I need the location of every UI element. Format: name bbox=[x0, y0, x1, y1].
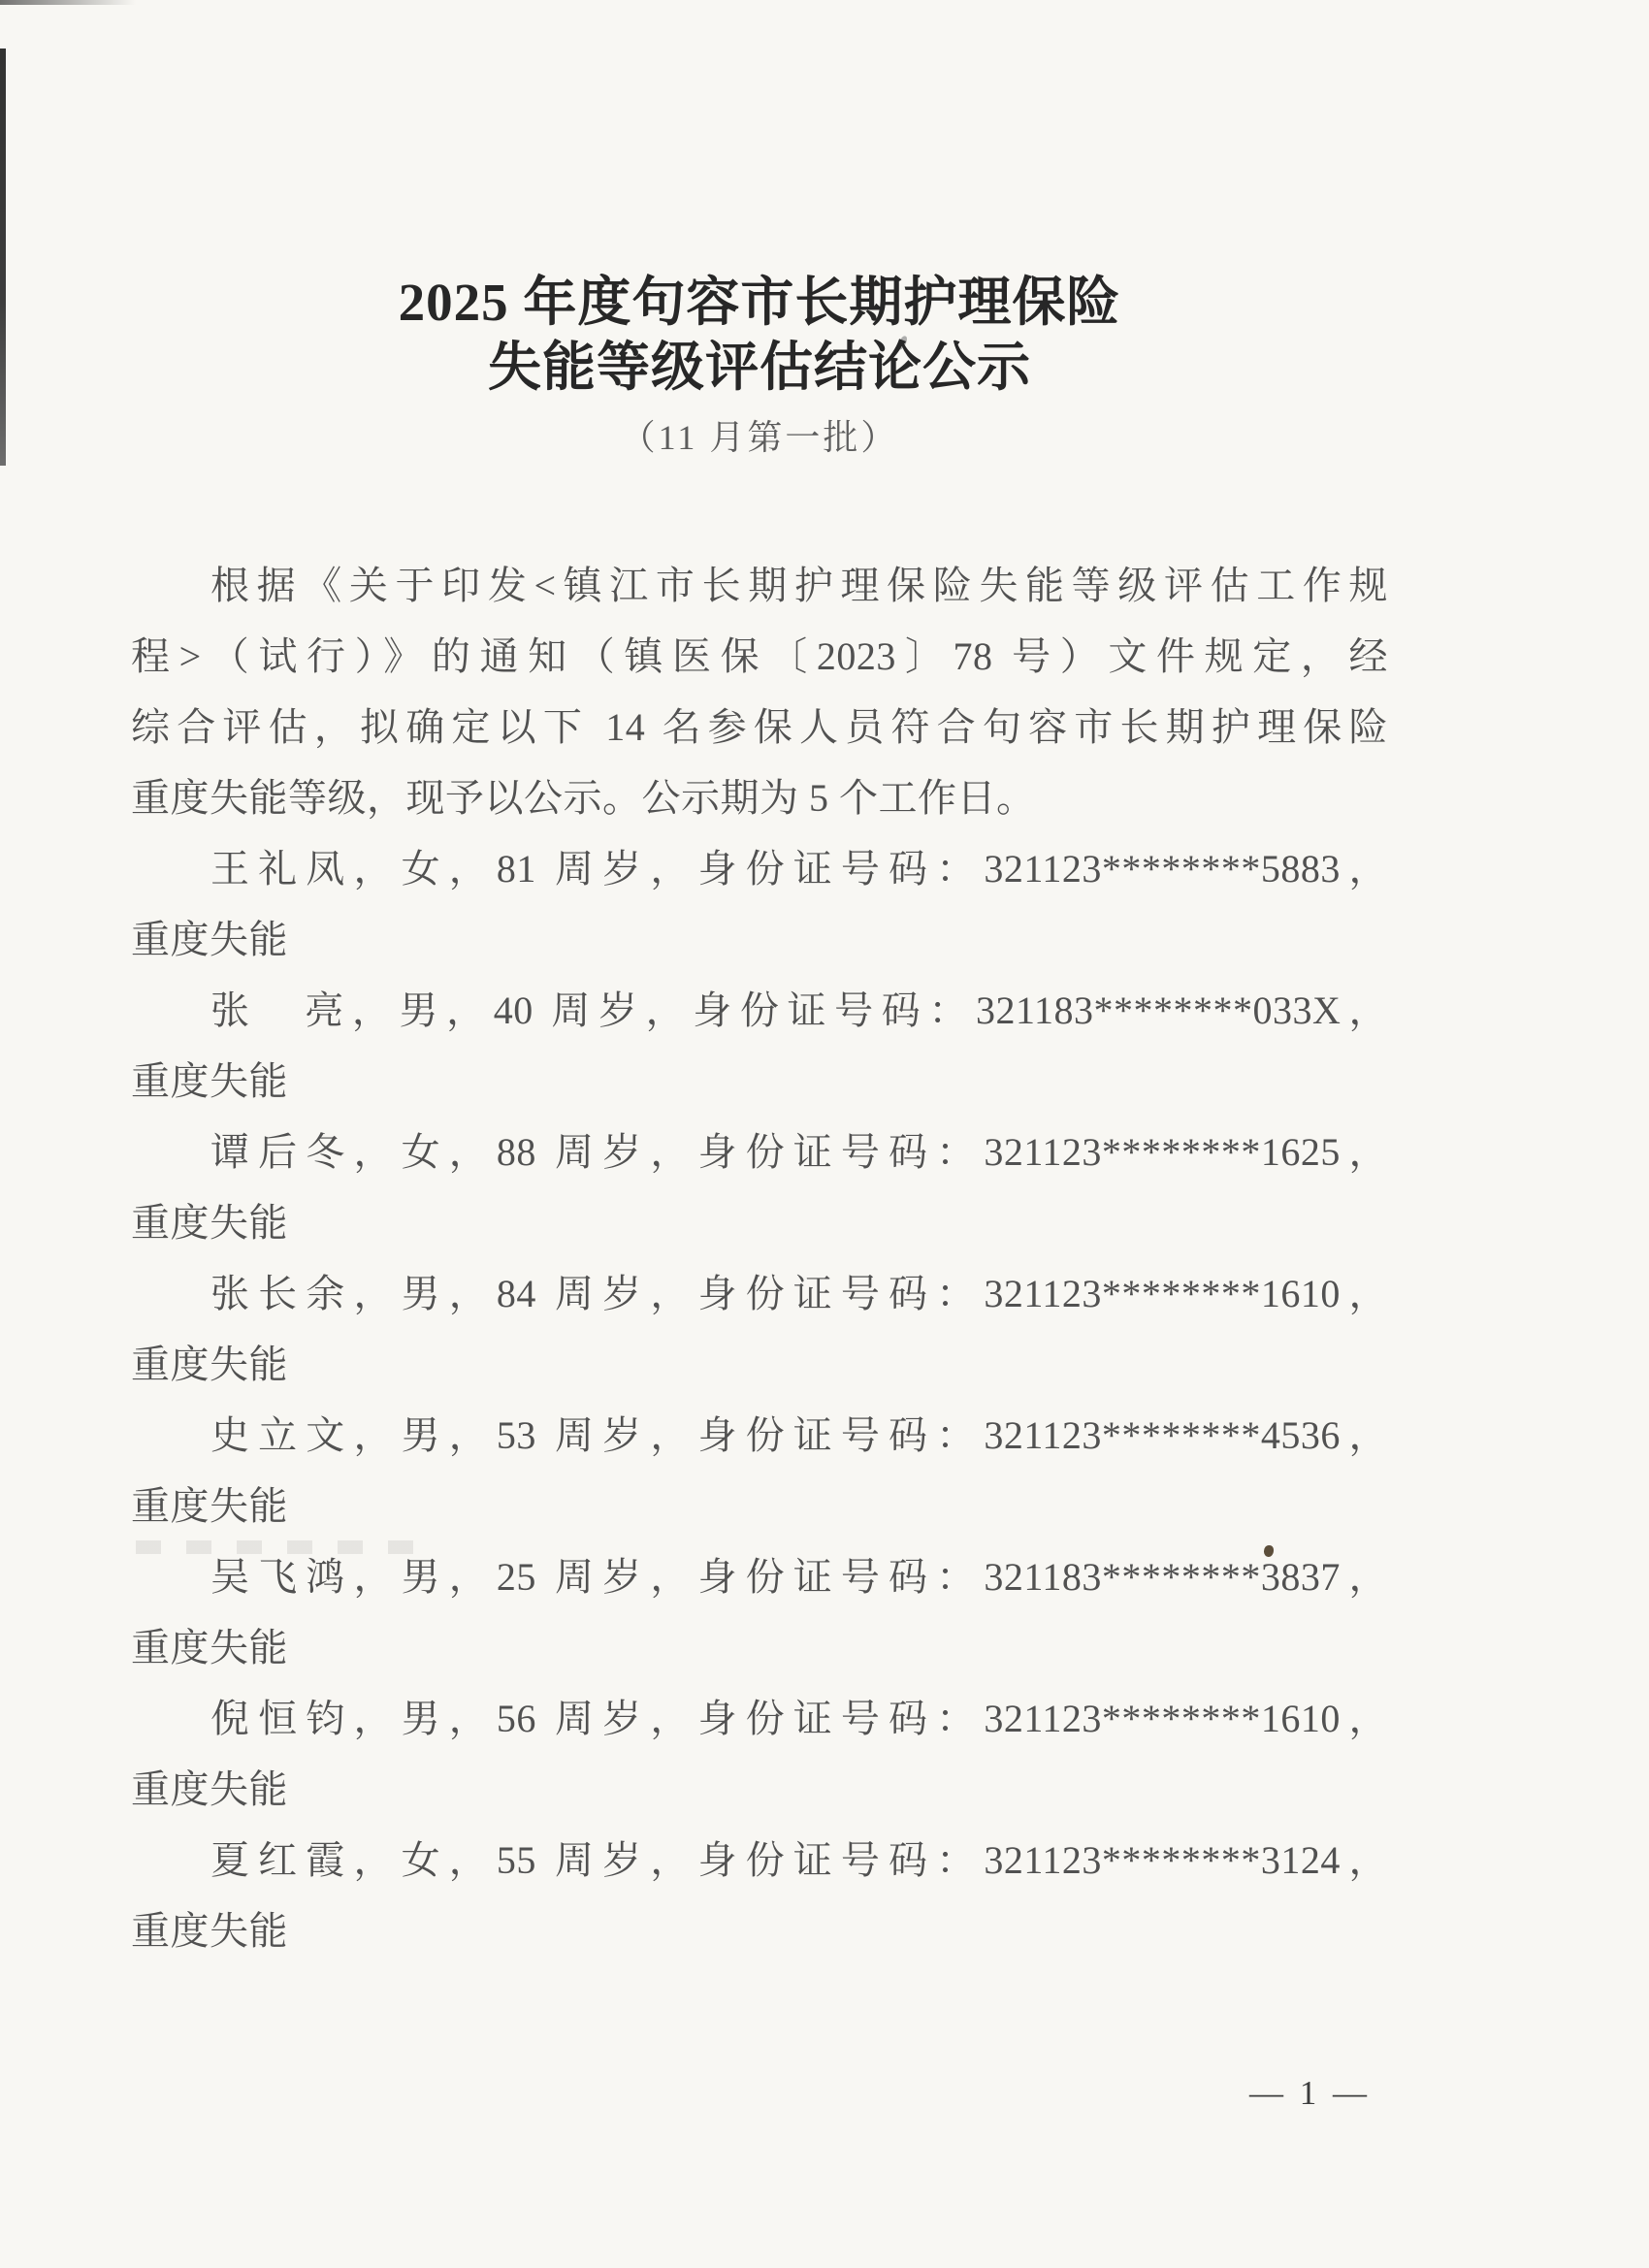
entry-4-info: 张长余，男，84 周岁，身份证号码：321123********1610， bbox=[210, 1272, 1388, 1315]
entry-3-level: 重度失能 bbox=[131, 1201, 288, 1245]
entry-2-level: 重度失能 bbox=[131, 1059, 288, 1103]
entry-4-level: 重度失能 bbox=[131, 1343, 288, 1386]
document-content bbox=[131, 0, 1388, 1966]
paragraph-line-2: 程>（试行）》的通知（镇医保〔2023〕78 号）文件规定，经 bbox=[131, 634, 1388, 678]
paragraph-line-1: 根据《关于印发<镇江市长期护理保险失能等级评估工作规 bbox=[210, 564, 1388, 607]
paragraph-line-3: 综合评估，拟确定以下 14 名参保人员符合句容市长期护理保险 bbox=[131, 705, 1388, 749]
document-subtitle: （11 月第一批） bbox=[620, 418, 899, 457]
entry-8-level: 重度失能 bbox=[131, 1909, 288, 1953]
document-body bbox=[131, 550, 1388, 1966]
entry-2-info: 张 亮，男，40 周岁，身份证号码：321183********033X， bbox=[210, 988, 1388, 1032]
document-title bbox=[131, 270, 1388, 400]
title-line-1: 2025 年度句容市长期护理保险 bbox=[398, 273, 1121, 332]
page-number: — 1 — bbox=[1249, 2074, 1371, 2112]
entry-7-info: 倪恒钧，男，56 周岁，身份证号码：321123********1610， bbox=[210, 1697, 1388, 1740]
paragraph-line-4: 重度失能等级，现予以公示。公示期为 5 个工作日。 bbox=[131, 776, 1036, 820]
entry-7-level: 重度失能 bbox=[131, 1767, 288, 1811]
entry-8-info: 夏红霞，女，55 周岁，身份证号码：321123********3124， bbox=[210, 1838, 1388, 1882]
title-line-2: 失能等级评估结论公示 bbox=[487, 338, 1031, 397]
entry-6-level: 重度失能 bbox=[131, 1626, 288, 1669]
entry-1-info: 王礼凤，女，81 周岁，身份证号码：321123********5883， bbox=[210, 847, 1388, 891]
scan-artifact-top-edge bbox=[0, 0, 136, 5]
entry-5-level: 重度失能 bbox=[131, 1484, 288, 1528]
entry-3-info: 谭后冬，女，88 周岁，身份证号码：321123********1625， bbox=[210, 1130, 1388, 1174]
entry-1-level: 重度失能 bbox=[131, 918, 288, 961]
entry-6-info: 吴飞鸿，男，25 周岁，身份证号码：321183********3837， bbox=[210, 1555, 1388, 1599]
entry-5-info: 史立文，男，53 周岁，身份证号码：321123********4536， bbox=[210, 1413, 1388, 1457]
scan-artifact-left-edge bbox=[0, 49, 6, 466]
